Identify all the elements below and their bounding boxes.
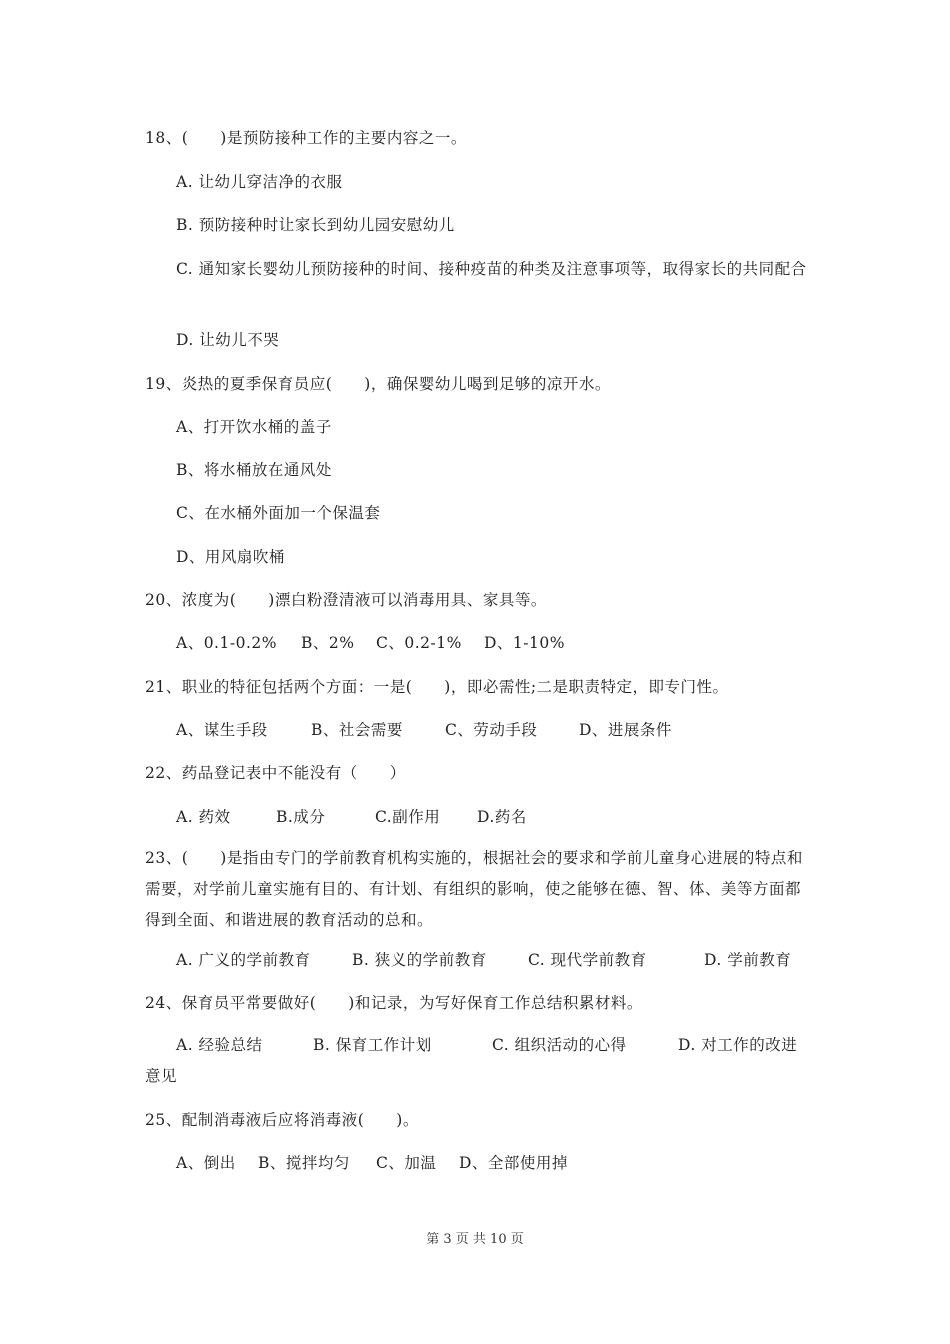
question-22-options — [176, 806, 527, 828]
question-24-option-c: C. 组织活动的心得 — [492, 1036, 627, 1054]
question-23-option-d: D. 学前教育 — [704, 951, 792, 969]
question-22-option-c: C.副作用 — [375, 808, 441, 826]
question-20-option-c: C、0.2-1% — [376, 634, 462, 652]
question-24-stem: 24、保育员平常要做好( )和记录，为写好保育工作总结积累材料。 — [145, 994, 643, 1012]
question-19-stem: 19、炎热的夏季保育员应( )，确保婴幼儿喝到足够的凉开水。 — [145, 375, 611, 393]
question-20-option-b: B、2% — [301, 634, 355, 652]
question-25-stem: 25、配制消毒液后应将消毒液( )。 — [145, 1111, 419, 1129]
question-25-options — [176, 1152, 568, 1174]
question-18-option-c: C. 通知家长婴幼儿预防接种的时间、接种疫苗的种类及注意事项等，取得家长的共同配合 — [176, 260, 807, 278]
question-25-option-b: B、搅拌均匀 — [258, 1154, 350, 1172]
question-20-options — [176, 632, 565, 654]
question-18-option-a: A. 让幼儿穿洁净的衣服 — [176, 173, 343, 191]
question-21-option-b: B、社会需要 — [311, 721, 403, 739]
question-22-option-a: A. 药效 — [176, 808, 231, 826]
question-21-options — [176, 719, 672, 741]
question-22-option-b: B.成分 — [276, 808, 326, 826]
question-24-option-b: B. 保育工作计划 — [313, 1036, 432, 1054]
question-24-option-d: D. 对工作的改进意见 — [145, 1036, 798, 1085]
question-22-option-d: D.药名 — [477, 808, 527, 826]
question-23-option-a: A. 广义的学前教育 — [176, 951, 311, 969]
question-21-option-c: C、劳动手段 — [445, 721, 538, 739]
question-23-stem: 23、( )是指由专门的学前教育机构实施的，根据社会的要求和学前儿童身心进展的特点和需要，对学前儿童实施有目的、有计划、有组织的影响，使之能够在德、智、体、美等方面都得到全面、和谐进展的教育活动的总和。 — [145, 849, 803, 929]
question-21-stem: 21、职业的特征包括两个方面：一是( )，即必需性;二是职责特定，即专门性。 — [145, 678, 729, 696]
question-25-option-c: C、加温 — [376, 1154, 437, 1172]
question-19-option-c: C、在水桶外面加一个保温套 — [176, 504, 381, 522]
question-19-option-d: D、用风扇吹桶 — [176, 548, 285, 566]
question-22-stem: 22、药品登记表中不能没有（ ） — [145, 764, 406, 782]
question-20-option-d: D、1-10% — [484, 634, 565, 652]
question-25-option-d: D、全部使用掉 — [459, 1154, 568, 1172]
question-21-option-d: D、进展条件 — [579, 721, 672, 739]
question-18-stem: 18、( )是预防接种工作的主要内容之一。 — [145, 129, 467, 147]
question-23-options — [176, 949, 791, 971]
question-24-option-a: A. 经验总结 — [176, 1036, 263, 1054]
question-24-options — [145, 1030, 810, 1092]
question-21-option-a: A、谋生手段 — [176, 721, 268, 739]
question-19-option-a: A、打开饮水桶的盖子 — [176, 418, 332, 436]
question-23-option-c: C. 现代学前教育 — [528, 951, 647, 969]
page-footer: 第 3 页 共 10 页 — [426, 1232, 524, 1247]
question-18-option-b: B. 预防接种时让家长到幼儿园安慰幼儿 — [176, 216, 455, 234]
question-18-option-d: D. 让幼儿不哭 — [176, 331, 280, 349]
question-19-option-b: B、将水桶放在通风处 — [176, 461, 332, 479]
question-20-stem: 20、浓度为( )漂白粉澄清液可以消毒用具、家具等。 — [145, 591, 547, 609]
question-20-option-a: A、0.1-0.2% — [176, 634, 277, 652]
question-23-option-b: B. 狭义的学前教育 — [352, 951, 487, 969]
question-25-option-a: A、倒出 — [176, 1154, 236, 1172]
